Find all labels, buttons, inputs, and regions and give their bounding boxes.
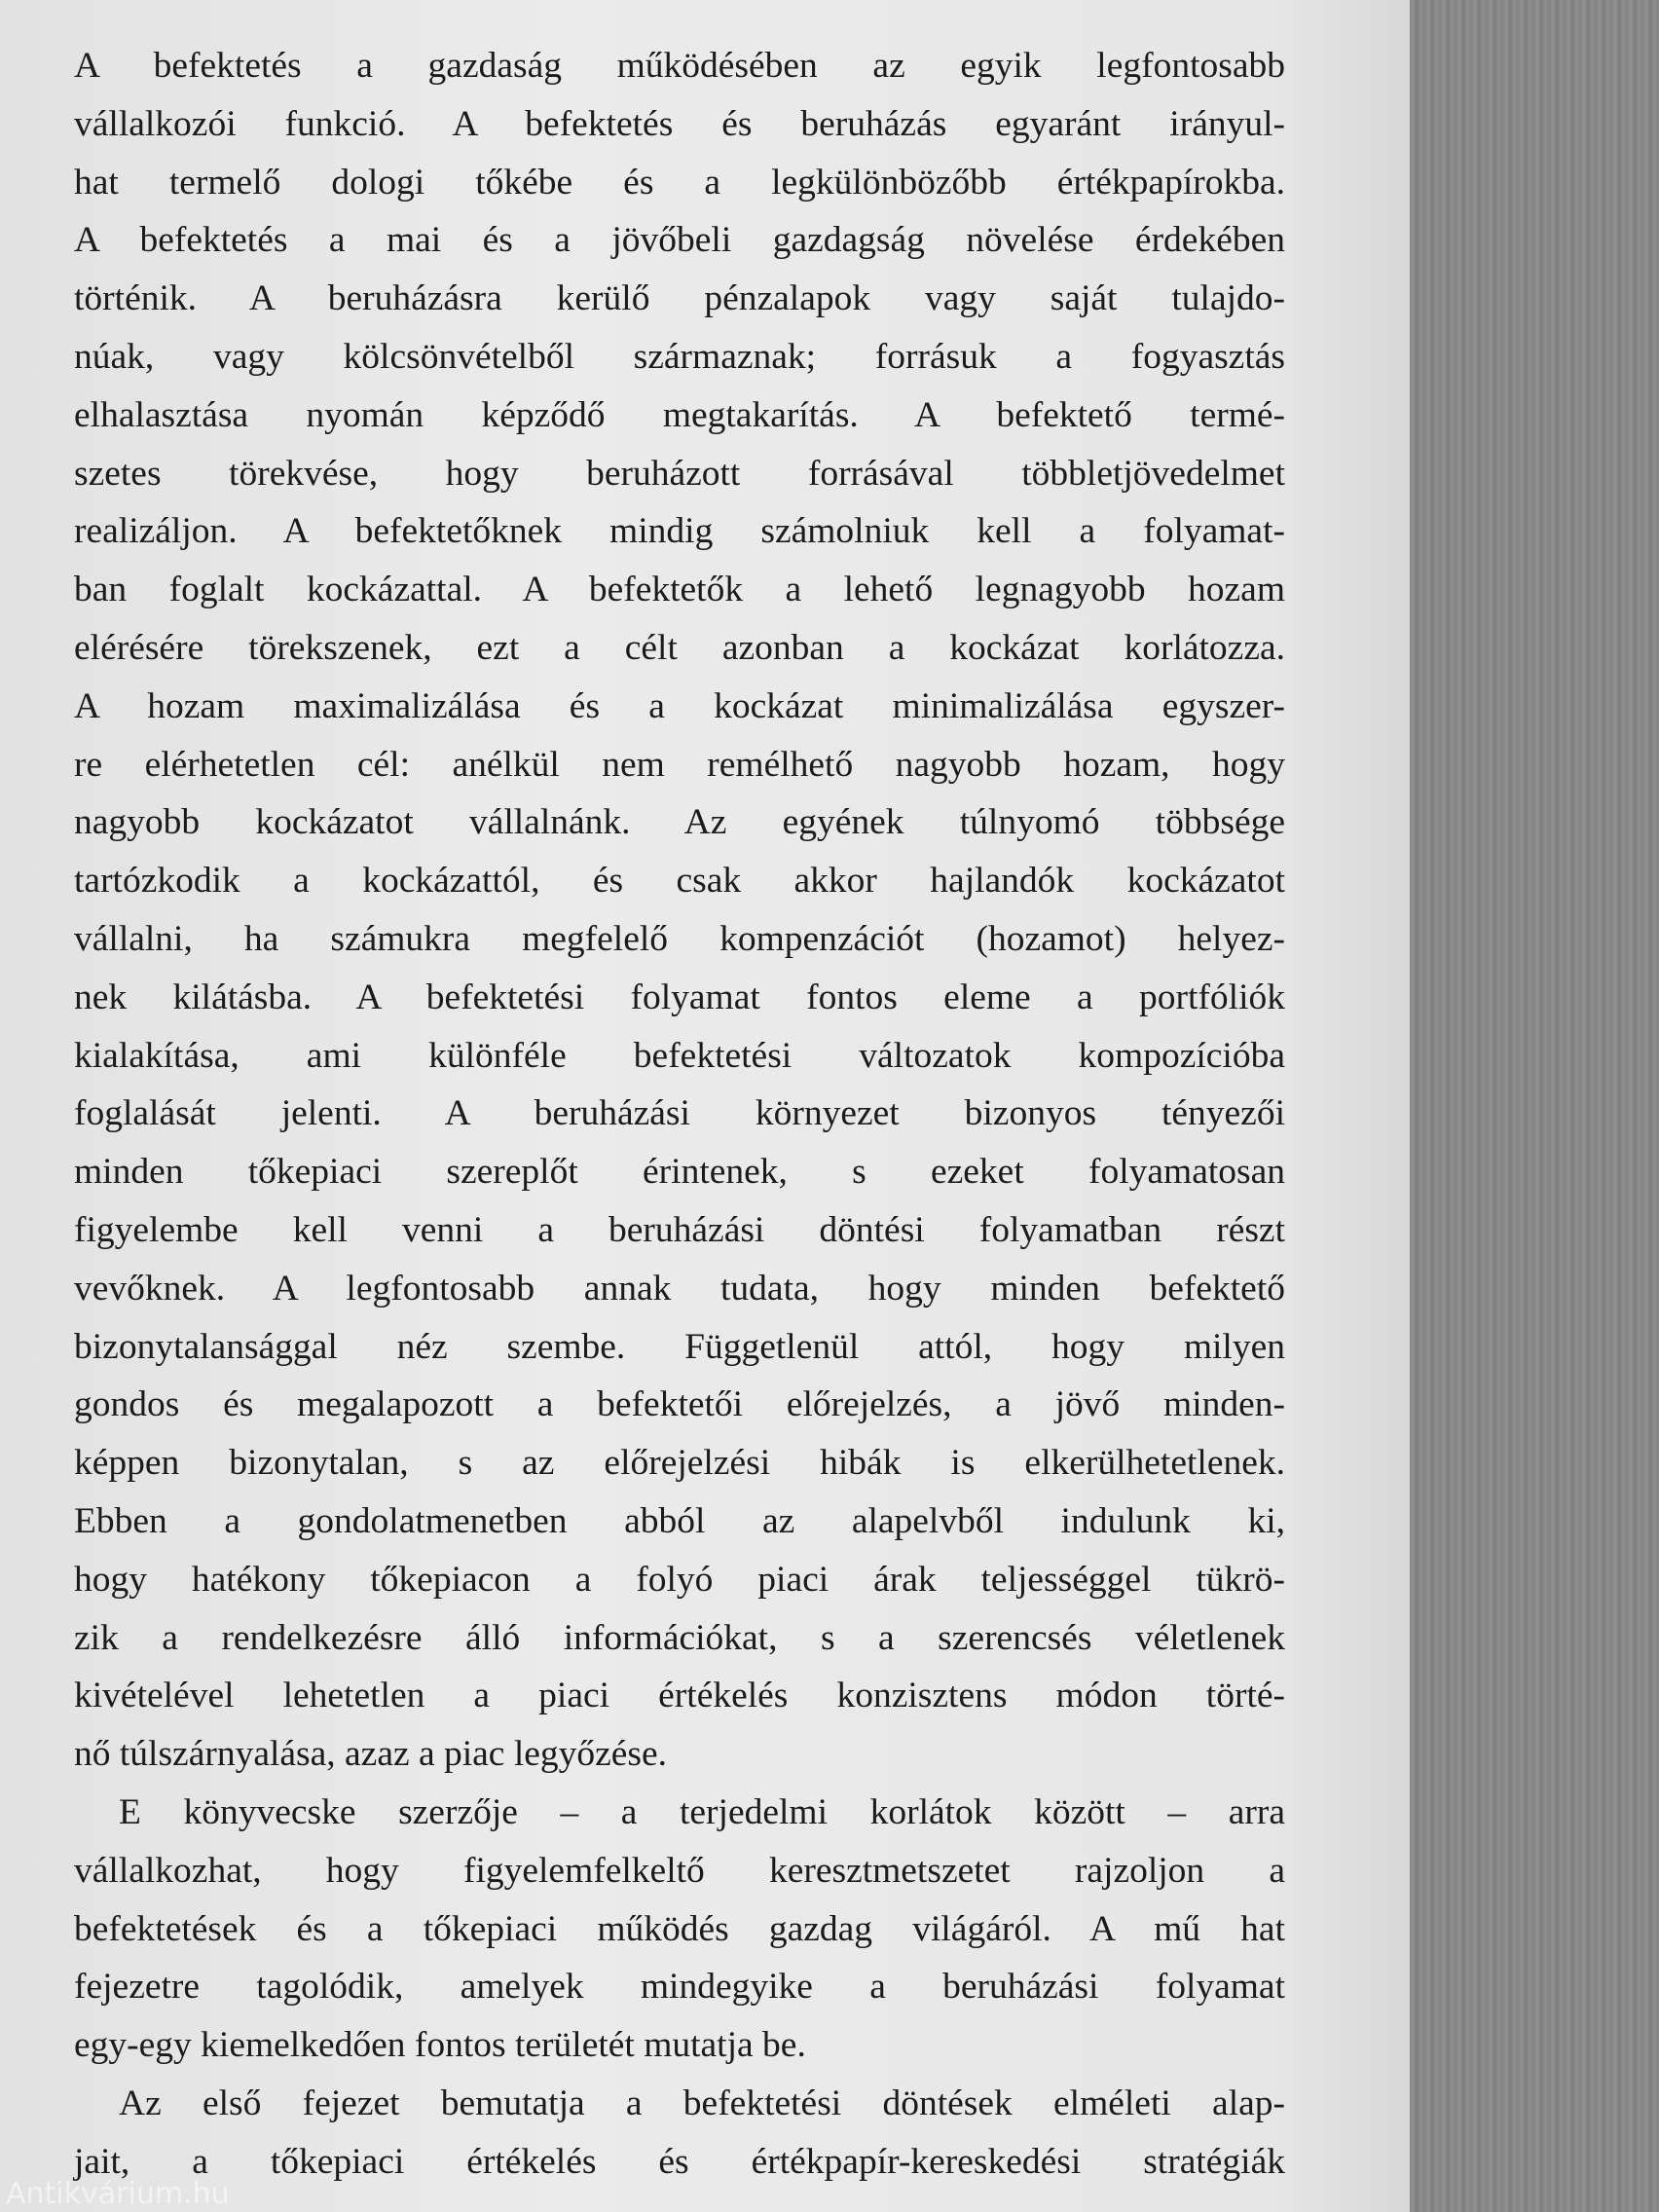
text-line: kivételével lehetetlen a piaci értékelés konzisztens módon törté- — [74, 1676, 1285, 1716]
text-line: kialakítása, ami különféle befektetési változatok kompozícióba — [74, 1035, 1285, 1076]
text-line: bizonytalansággal néz szembe. Függetlenül attól, hogy milyen — [74, 1326, 1285, 1367]
text-line: vevőknek. A legfontosabb annak tudata, hogy minden befektető — [74, 1268, 1285, 1309]
text-line: történik. A beruházásra kerülő pénzalapok vagy saját tulajdo- — [74, 278, 1285, 319]
text-line: figyelembe kell venni a beruházási döntési folyamatban részt — [74, 1209, 1285, 1250]
text-line: A hozam maximalizálása és a kockázat minimalizálása egyszer- — [74, 685, 1285, 726]
text-line: fejezetre tagolódik, amelyek mindegyike a beruházási folyamat — [74, 1967, 1285, 2008]
text-line: A befektetés a mai és a jövőbeli gazdagság növelése érdekében — [74, 220, 1285, 261]
text-line: vállalkozói funkció. A befektetés és beruházás egyaránt irányul- — [74, 103, 1285, 144]
text-line: nagyobb kockázatot vállalnánk. Az egyének túlnyomó többsége — [74, 802, 1285, 843]
text-line: gondos és megalapozott a befektetői előrejelzés, a jövő minden- — [74, 1384, 1285, 1425]
text-line: egy-egy kiemelkedően fontos területét mutatja be. — [74, 2025, 806, 2066]
text-line: núak, vagy kölcsönvételből származnak; forrásuk a fogyasztás — [74, 336, 1285, 377]
text-line: befektetések és a tőkepiaci működés gazdag világáról. A mű hat — [74, 1908, 1285, 1949]
text-line: Az első fejezet bemutatja a befektetési döntések elméleti alap- — [119, 2083, 1285, 2123]
watermark: Antikvárium.hu — [6, 2177, 230, 2211]
text-line: jait, a tőkepiaci értékelés és értékpapír-kereskedési stratégiák — [74, 2141, 1285, 2182]
text-line: re elérhetetlen cél: anélkül nem remélhető nagyobb hozam, hogy — [74, 744, 1285, 785]
text-line: vállalni, ha számukra megfelelő kompenzációt (hozamot) helyez- — [74, 918, 1285, 959]
text-line: szetes törekvése, hogy beruházott forrásával többletjövedelmet — [74, 453, 1285, 494]
text-line: hogy hatékony tőkepiacon a folyó piaci árak teljességgel tükrö- — [74, 1559, 1285, 1600]
text-line: foglalását jelenti. A beruházási környezet bizonyos tényezői — [74, 1093, 1285, 1134]
text-line: A befektetés a gazdaság működésében az egyik legfontosabb — [74, 46, 1285, 86]
text-line: képpen bizonytalan, s az előrejelzési hibák is elkerülhetetlenek. — [74, 1443, 1285, 1484]
text-line: Ebben a gondolatmenetben abból az alapelvből indulunk ki, — [74, 1500, 1285, 1541]
text-line: vállalkozhat, hogy figyelemfelkeltő keresztmetszetet rajzoljon a — [74, 1850, 1285, 1891]
text-line: minden tőkepiaci szereplőt érintenek, s ezeket folyamatosan — [74, 1152, 1285, 1193]
background-surface — [1410, 0, 1659, 2212]
text-line: hat termelő dologi tőkébe és a legkülönbözőbb értékpapírokba. — [74, 162, 1285, 203]
text-line: ban foglalt kockázattal. A befektetők a lehető legnagyobb hozam — [74, 570, 1285, 610]
text-line: E könyvecske szerzője – a terjedelmi korlátok között – arra — [119, 1791, 1285, 1832]
text-line: realizáljon. A befektetőknek mindig számolniuk kell a folyamat- — [74, 511, 1285, 552]
text-line: nő túlszárnyalása, azaz a piac legyőzése. — [74, 1734, 668, 1775]
text-line: elérésére törekszenek, ezt a célt azonban a kockázat korlátozza. — [74, 627, 1285, 668]
body-text — [74, 37, 1285, 2191]
text-line: elhalasztása nyomán képződő megtakarítás. A befektető termé- — [74, 394, 1285, 435]
text-line: zik a rendelkezésre álló információkat, s a szerencsés véletlenek — [74, 1617, 1285, 1658]
text-line: nek kilátásba. A befektetési folyamat fontos eleme a portfóliók — [74, 977, 1285, 1017]
text-line: tartózkodik a kockázattól, és csak akkor hajlandók kockázatot — [74, 861, 1285, 902]
